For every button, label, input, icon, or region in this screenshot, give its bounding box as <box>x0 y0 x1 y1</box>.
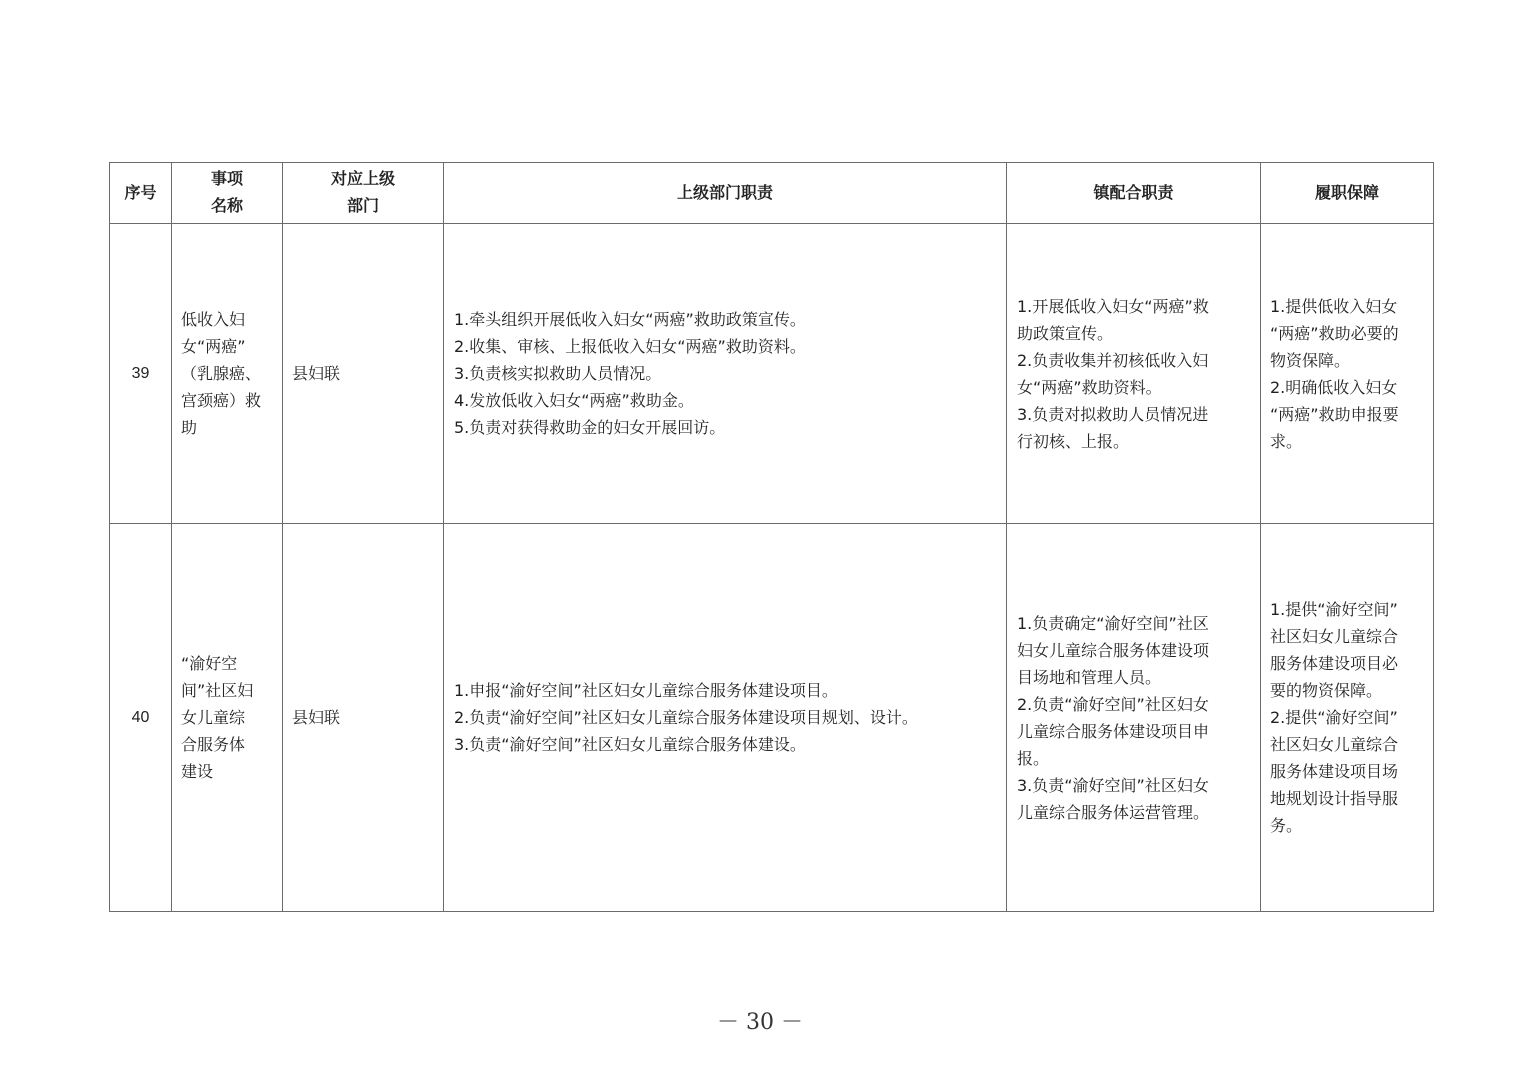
cell-line: 4.发放低收入妇女“两癌”救助金。 <box>454 391 694 410</box>
cell-line: 儿童综合服务体运营管理。 <box>1017 802 1210 822</box>
row-seq: 39 <box>110 224 172 524</box>
header-item-name <box>172 163 283 224</box>
cell-line: 2.负责“渝好空间”社区妇女 <box>1017 694 1209 714</box>
cell-line: 3.负责“渝好空间”社区妇女 <box>1017 775 1209 795</box>
cell-line: 合服务体 <box>181 735 246 754</box>
cell-line: “渝好空 <box>181 654 238 673</box>
duty-table <box>109 162 1434 912</box>
cell-line: 要的物资保障。 <box>1270 681 1383 700</box>
row-dept: 县妇联 <box>283 524 444 912</box>
table-row <box>110 524 1434 912</box>
table-header-row <box>110 163 1434 224</box>
cell-line: 女“两癌”救助资料。 <box>1017 377 1162 397</box>
header-text: 部门 <box>346 198 379 215</box>
cell-line: 低收入妇 <box>181 310 246 329</box>
cell-line: 行初核、上报。 <box>1017 431 1130 451</box>
cell-line: 2.收集、审核、上报低收入妇女“两癌”救助资料。 <box>454 337 806 356</box>
header-text: 名称 <box>210 198 243 215</box>
cell-line: 1.提供低收入妇女 <box>1270 296 1398 316</box>
header-guarantee: 履职保障 <box>1261 163 1434 224</box>
cell-line: 儿童综合服务体建设项目申 <box>1017 721 1210 741</box>
cell-line: 社区妇女儿童综合 <box>1270 735 1399 754</box>
cell-line: 服务体建设项目必 <box>1270 654 1399 673</box>
row-item-name <box>172 224 283 524</box>
header-superior-duties: 上级部门职责 <box>444 163 1007 224</box>
cell-line: 宫颈癌）救 <box>181 391 262 410</box>
cell-line: 服务体建设项目场 <box>1270 762 1399 781</box>
cell-line: 3.负责核实拟救助人员情况。 <box>454 364 662 383</box>
cell-line: 1.开展低收入妇女“两癌”救 <box>1017 296 1209 316</box>
cell-line: 2.负责收集并初核低收入妇 <box>1017 350 1209 370</box>
cell-line: （乳腺癌、 <box>181 364 262 383</box>
row-guarantee <box>1261 524 1434 912</box>
header-town-duties: 镇配合职责 <box>1007 163 1261 224</box>
row-superior-duties <box>444 224 1007 524</box>
cell-line: “两癌”救助必要的 <box>1270 323 1399 343</box>
row-seq: 40 <box>110 524 172 912</box>
row-item-name <box>172 524 283 912</box>
cell-line: 5.负责对获得救助金的妇女开展回访。 <box>454 418 726 437</box>
cell-line: 助 <box>181 418 198 437</box>
cell-line: 目场地和管理人员。 <box>1017 667 1162 687</box>
header-seq: 序号 <box>110 163 172 224</box>
cell-line: 1.牵头组织开展低收入妇女“两癌”救助政策宣传。 <box>454 310 806 329</box>
header-text: 对应上级 <box>330 171 395 188</box>
cell-line: 社区妇女儿童综合 <box>1270 627 1399 646</box>
cell-line: 物资保障。 <box>1270 350 1351 370</box>
cell-line: 2.负责“渝好空间”社区妇女儿童综合服务体建设项目规划、设计。 <box>454 708 918 727</box>
cell-line: 妇女儿童综合服务体建设项 <box>1017 640 1210 660</box>
page-number: － 30 － <box>717 1010 803 1035</box>
cell-line: 务。 <box>1270 816 1303 835</box>
cell-line: 助政策宣传。 <box>1017 323 1114 343</box>
row-guarantee <box>1261 224 1434 524</box>
cell-line: 1.负责确定“渝好空间”社区 <box>1017 613 1209 633</box>
cell-line: 女儿童综 <box>181 708 246 727</box>
row-town-duties <box>1007 524 1261 912</box>
cell-line: 2.明确低收入妇女 <box>1270 377 1398 397</box>
cell-line: 报。 <box>1017 748 1050 768</box>
cell-line: 3.负责对拟救助人员情况进 <box>1017 404 1209 424</box>
cell-line: 3.负责“渝好空间”社区妇女儿童综合服务体建设。 <box>454 735 806 754</box>
row-superior-duties <box>444 524 1007 912</box>
cell-line: “两癌”救助申报要 <box>1270 404 1399 424</box>
header-superior-dept <box>283 163 444 224</box>
row-town-duties <box>1007 224 1261 524</box>
header-text: 事项 <box>210 171 243 188</box>
cell-line: 建设 <box>181 762 214 781</box>
row-dept: 县妇联 <box>283 224 444 524</box>
cell-line: 女“两癌” <box>181 337 246 356</box>
cell-line: 2.提供“渝好空间” <box>1270 708 1398 727</box>
cell-line: 地规划设计指导服 <box>1270 789 1399 808</box>
cell-line: 求。 <box>1270 431 1303 451</box>
table-row <box>110 224 1434 524</box>
cell-line: 1.提供“渝好空间” <box>1270 600 1398 619</box>
cell-line: 1.申报“渝好空间”社区妇女儿童综合服务体建设项目。 <box>454 681 838 700</box>
cell-line: 间”社区妇 <box>181 681 254 700</box>
